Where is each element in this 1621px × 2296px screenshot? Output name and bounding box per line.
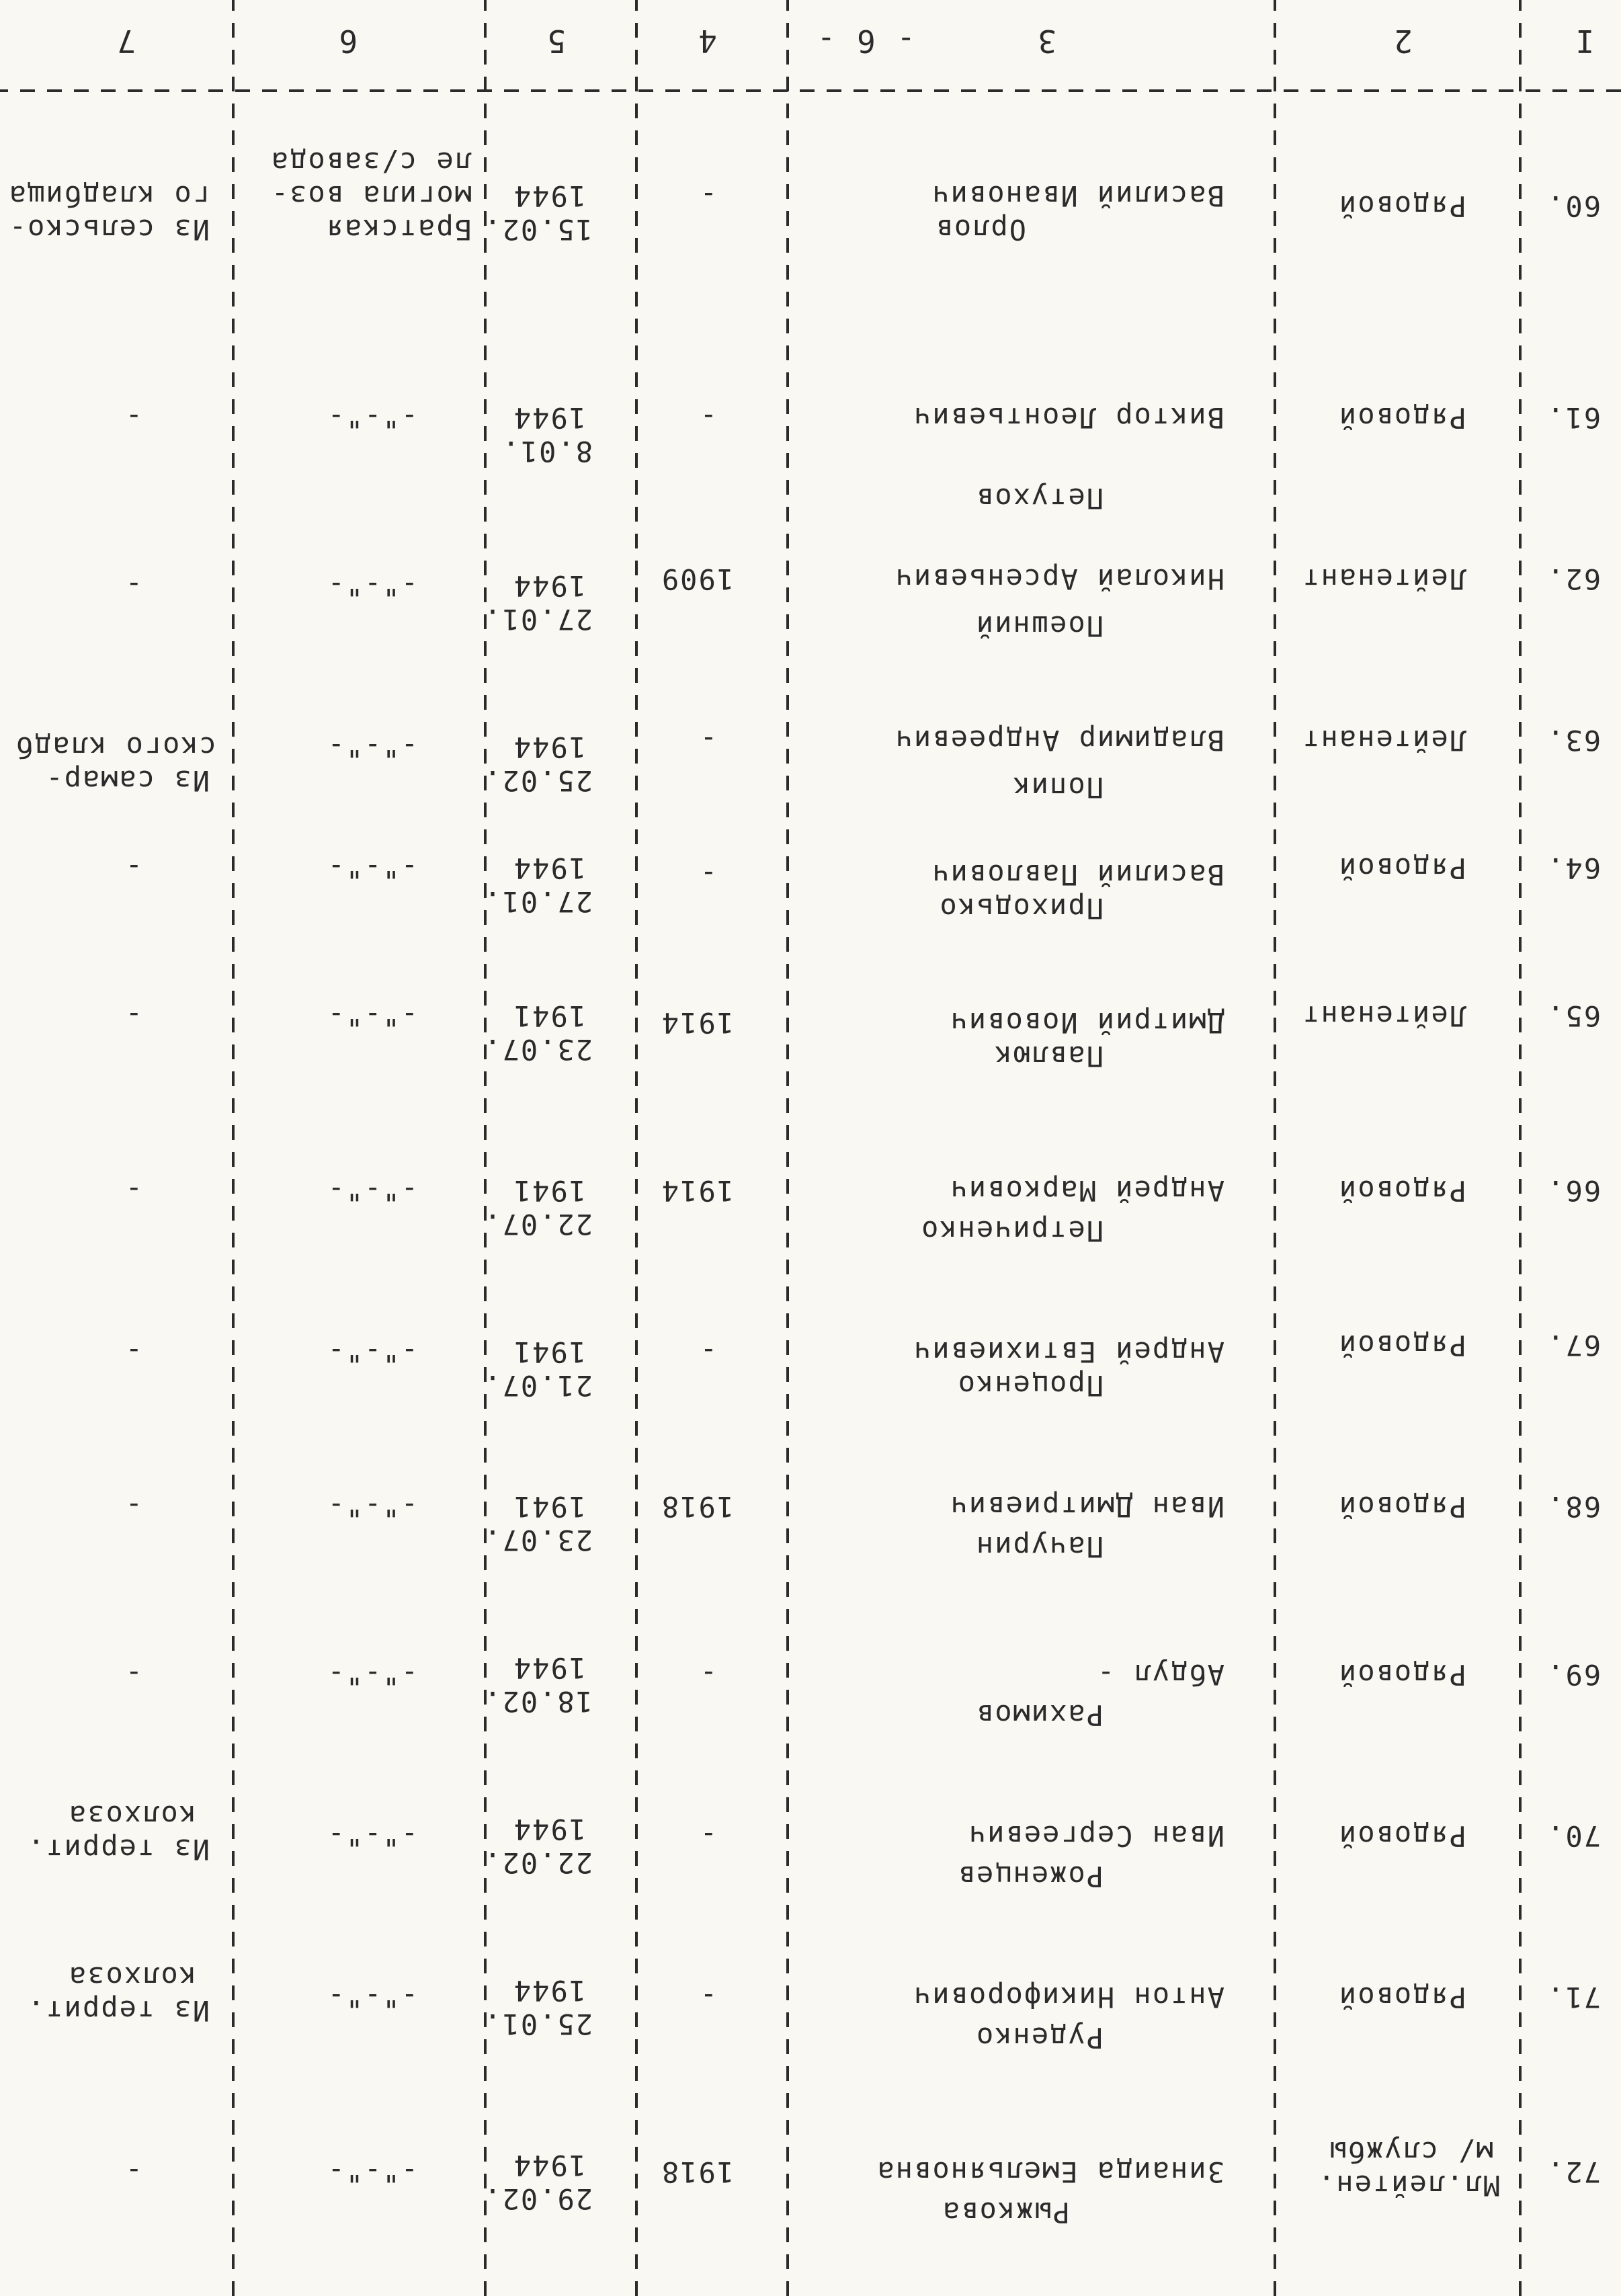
row-death-year: 1941 (512, 999, 586, 1032)
row-death-year: 1944 (512, 179, 586, 212)
row-given-names: Абдул - (1095, 1658, 1224, 1691)
row-birth-year: - (698, 401, 717, 434)
row-rank: Рядовой (1337, 1658, 1466, 1691)
row-number: 61. (1546, 401, 1601, 434)
row-given-names: Иван Дмитриевич (949, 1490, 1224, 1523)
col-header-burial: 6 (337, 23, 358, 59)
row-given-names: Василий Павлович (931, 858, 1224, 891)
row-burial: -"-"- (326, 1336, 418, 1368)
row-note: - (124, 401, 142, 434)
row-birth-year: - (698, 858, 717, 891)
row-death-day: 25.01. (483, 2008, 593, 2041)
row-burial: -"-"- (326, 1819, 418, 1852)
row-number: 62. (1546, 563, 1601, 596)
row-death-day: 22.07. (483, 1208, 593, 1241)
row-surname: Проценко (956, 1369, 1104, 1402)
row-birth-year: 1914 (660, 1174, 734, 1207)
row-death-day: 21.07. (483, 1369, 593, 1402)
row-rank: Рядовой (1337, 1174, 1466, 1207)
row-note: - (124, 852, 142, 885)
col-header-num: I (1574, 23, 1594, 59)
row-note: - (124, 999, 142, 1032)
row-rank-line2: м/ службы (1328, 2135, 1493, 2168)
row-burial: -"-"- (326, 1490, 418, 1523)
row-rank: Рядовой (1337, 852, 1466, 885)
row-death-day: 23.07. (483, 1524, 593, 1557)
row-note: Из самар- (44, 764, 210, 797)
row-burial-line3: ле с/завода (269, 146, 472, 179)
row-death-year: 1941 (512, 1490, 586, 1523)
row-number: 66. (1546, 1174, 1601, 1207)
col-header-born: 4 (697, 23, 717, 59)
row-note: - (124, 1490, 142, 1523)
row-number: 60. (1546, 190, 1601, 222)
row-death-year: 1944 (512, 569, 586, 602)
row-death-day: 23.07. (483, 1033, 593, 1066)
row-death-year: 1944 (512, 401, 586, 434)
row-death-year: 1944 (512, 1813, 586, 1846)
row-surname: Павлюк (993, 1040, 1104, 1073)
row-note: - (124, 2156, 142, 2188)
row-burial: -"-"- (326, 731, 418, 764)
row-number: 68. (1546, 1490, 1601, 1523)
row-rank: Рядовой (1337, 1490, 1466, 1523)
row-birth-year: 1918 (660, 1490, 734, 1523)
row-death-year: 1944 (512, 731, 586, 764)
row-burial-line2: могила воз- (269, 179, 472, 212)
row-given-names: Дмитрий Иовович (949, 1006, 1224, 1039)
row-given-names: Николай Арсеньевич (894, 563, 1224, 596)
row-death-year: 1944 (512, 1651, 586, 1684)
row-surname: Орлов (934, 213, 1026, 246)
row-death-year: 1944 (512, 852, 586, 885)
row-given-names: Владимир Андреевич (894, 724, 1224, 757)
row-note: Из террит. (26, 1833, 210, 1866)
row-note: Из террит. (26, 1994, 210, 2027)
row-number: 71. (1546, 1981, 1601, 2014)
col-header-note: 7 (116, 23, 136, 59)
row-note: - (124, 1336, 142, 1368)
row-surname: Поешний (974, 610, 1104, 643)
row-note: - (124, 1174, 142, 1207)
row-number: 72. (1546, 2156, 1601, 2188)
row-rank: Рядовой (1337, 401, 1466, 434)
row-death-day: 8.01. (501, 435, 593, 468)
row-death-day: 27.01. (483, 885, 593, 918)
row-surname: Петухов (974, 482, 1104, 515)
row-death-day: 15.02. (483, 213, 593, 246)
row-given-names: Зинаида Емельяновна (876, 2156, 1224, 2188)
row-birth-year: 1918 (660, 2156, 734, 2188)
row-number: 64. (1546, 852, 1601, 885)
row-surname: Рыжкова (941, 2196, 1070, 2229)
col-header-died: 5 (546, 23, 566, 59)
row-burial: -"-"- (326, 1658, 418, 1691)
row-birth-year: - (698, 179, 717, 212)
row-given-names: Андрей Маркович (949, 1174, 1224, 1207)
row-number: 65. (1546, 999, 1601, 1032)
row-birth-year: 1909 (660, 563, 734, 596)
row-death-year: 1944 (512, 2149, 586, 2182)
row-rank: Лейтенант (1301, 999, 1466, 1032)
row-surname: Рахимов (974, 1698, 1104, 1731)
row-rank: Мл.лейтен. (1317, 2169, 1500, 2202)
row-burial: Братская (325, 213, 472, 246)
row-birth-year: - (698, 1981, 717, 2014)
row-number: 63. (1546, 724, 1601, 757)
row-surname: Пачурин (974, 1530, 1104, 1563)
row-burial: -"-"- (326, 2156, 418, 2188)
row-burial: -"-"- (326, 999, 418, 1032)
row-death-day: 27.01. (483, 603, 593, 636)
row-birth-year: - (698, 1819, 717, 1852)
row-note-line2: го кладбища (7, 179, 210, 212)
row-number: 70. (1546, 1819, 1601, 1852)
row-number: 67. (1546, 1329, 1601, 1362)
row-note: Из сельско- (7, 213, 210, 246)
row-birth-year: - (698, 1336, 717, 1368)
row-burial: -"-"- (326, 1174, 418, 1207)
page-number: - 6 - (815, 23, 915, 59)
row-birth-year: 1914 (660, 1006, 734, 1039)
row-surname: Петриченко (920, 1215, 1104, 1247)
row-rank: Рядовой (1337, 1981, 1466, 2014)
row-rank: Рядовой (1337, 1819, 1466, 1852)
row-given-names: Антон Никифорович (913, 1981, 1224, 2014)
row-birth-year: - (698, 724, 717, 757)
row-rank: Лейтенант (1301, 563, 1466, 596)
col-header-rank: 2 (1393, 23, 1413, 59)
row-birth-year: - (698, 1658, 717, 1691)
row-note-line2: колхоза (67, 1961, 196, 1994)
row-given-names: Василий Иванович (931, 179, 1224, 212)
row-surname: Приходько (938, 892, 1104, 925)
row-surname: Роженцев (956, 1860, 1104, 1893)
row-note-line2: колхоза (67, 1799, 196, 1832)
row-death-day: 29.02. (483, 2182, 593, 2215)
row-given-names: Иван Сергеевич (967, 1819, 1224, 1852)
row-surname: Руденко (974, 2021, 1104, 2054)
row-burial: -"-"- (326, 569, 418, 602)
row-death-day: 18.02. (483, 1685, 593, 1718)
row-death-year: 1941 (512, 1336, 586, 1368)
row-number: 69. (1546, 1658, 1601, 1691)
row-note-line2: ского кладб (14, 731, 216, 764)
row-burial: -"-"- (326, 1981, 418, 2014)
col-header-name: 3 (1036, 23, 1056, 59)
row-rank: Рядовой (1337, 1329, 1466, 1362)
row-burial: -"-"- (326, 401, 418, 434)
row-surname: Попик (1011, 771, 1104, 804)
row-rank: Рядовой (1337, 190, 1466, 222)
row-given-names: Андрей Евтихиевич (913, 1336, 1224, 1368)
row-death-day: 25.02. (483, 764, 593, 797)
row-death-day: 22.02. (483, 1846, 593, 1879)
row-rank: Лейтенант (1301, 724, 1466, 757)
row-note: - (124, 569, 142, 602)
row-note: - (124, 1658, 142, 1691)
row-given-names: Виктор Леонтьевич (913, 401, 1224, 434)
row-burial: -"-"- (326, 852, 418, 885)
row-death-year: 1944 (512, 1974, 586, 2007)
row-death-year: 1941 (512, 1174, 586, 1207)
